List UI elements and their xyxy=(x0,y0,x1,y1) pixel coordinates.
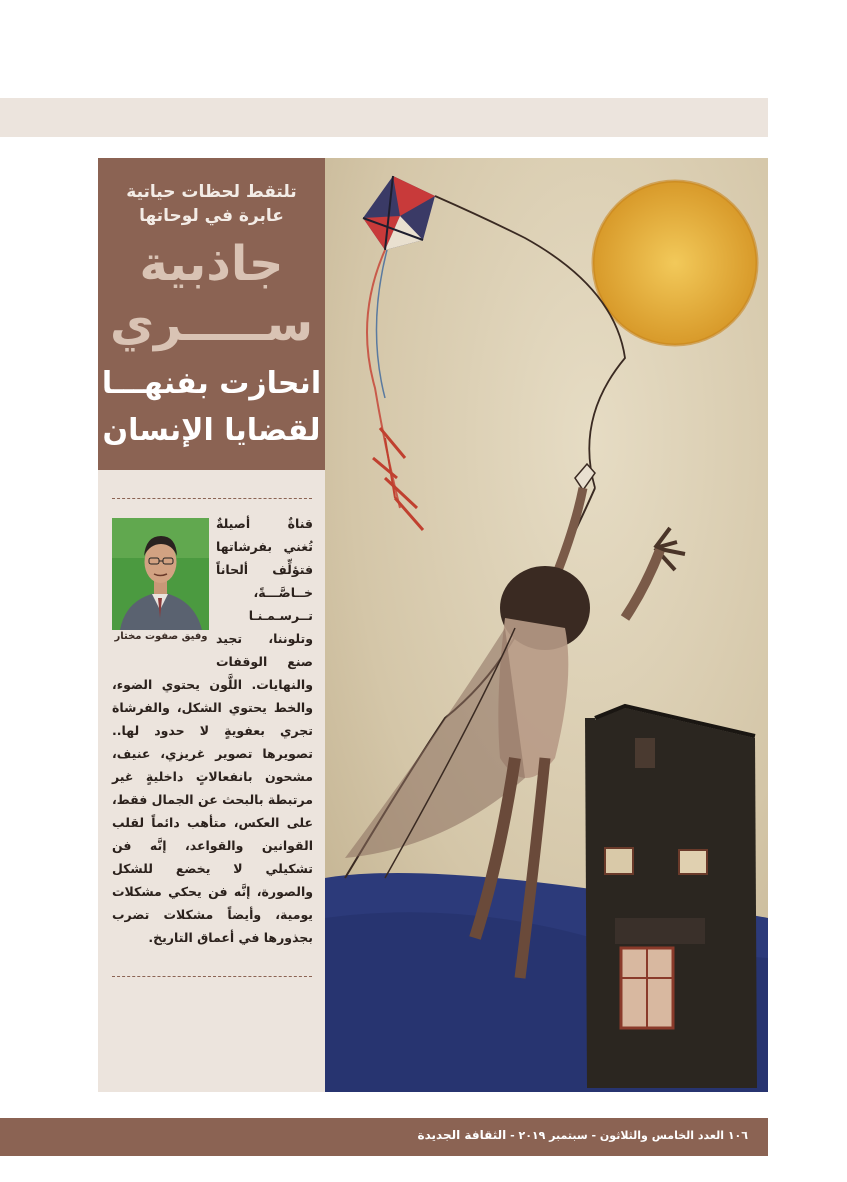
painting xyxy=(325,158,768,1092)
subtitle-line-1: تلتقط لحظات حياتية xyxy=(126,182,297,202)
divider-bottom xyxy=(112,976,312,977)
artist-name-line-1: جاذبية xyxy=(139,236,284,292)
author-caption: وفيق صفوت مختار xyxy=(114,631,208,642)
footer-text xyxy=(418,1128,748,1142)
portrait-wrap-spacer xyxy=(112,512,216,664)
subtitle xyxy=(98,180,325,228)
footer xyxy=(0,1118,768,1156)
title-box xyxy=(98,158,325,470)
headline-line-1: انحازت بفنهـــا xyxy=(101,366,322,401)
headline-line-2: لقضايا الإنسان xyxy=(102,413,321,448)
article-body xyxy=(112,512,313,974)
issue-info: العدد الخامس والثلاثون - سبتمبر ٢٠١٩ - xyxy=(510,1129,724,1142)
painting-icon xyxy=(325,158,768,1092)
divider-top xyxy=(112,498,312,499)
subtitle-line-2: عابرة في لوحاتها xyxy=(139,206,284,226)
top-band xyxy=(0,98,768,137)
article-body-text: قناةٌ أصيلةٌ تُغني بفرشاتها فتؤلِّف ألحاناً خــاصَّـــةً، تــرسـمـنـا وتلوننا، تجيد صنع الوقفات والنهايات. اللَّون يحتوي الضوء، والخط يحتوي الشكل، والفرشاة تجري بعفويةٍ لا حدود لها.. تصويرها تصوير غريزي، عنيف، مشحون بانفعالاتٍ داخليةٍ غير مرتبطة بالبحث عن الجمال فقط، على العكس، متأهب دائماً لقلب القوانين والقواعد، إنَّه فن تشكيلي لا يخضع للشكل والصورة، إنَّه فن يحكي مشكلات يومية، وأيضاً مشكلات تضرب بجذورها في أعماق التاريخ. xyxy=(112,516,313,945)
magazine-name: الثقافة الجديدة xyxy=(417,1128,507,1142)
page-number: ١٠٦ xyxy=(727,1129,748,1142)
artist-name-line-2: ســـــري xyxy=(109,296,314,352)
